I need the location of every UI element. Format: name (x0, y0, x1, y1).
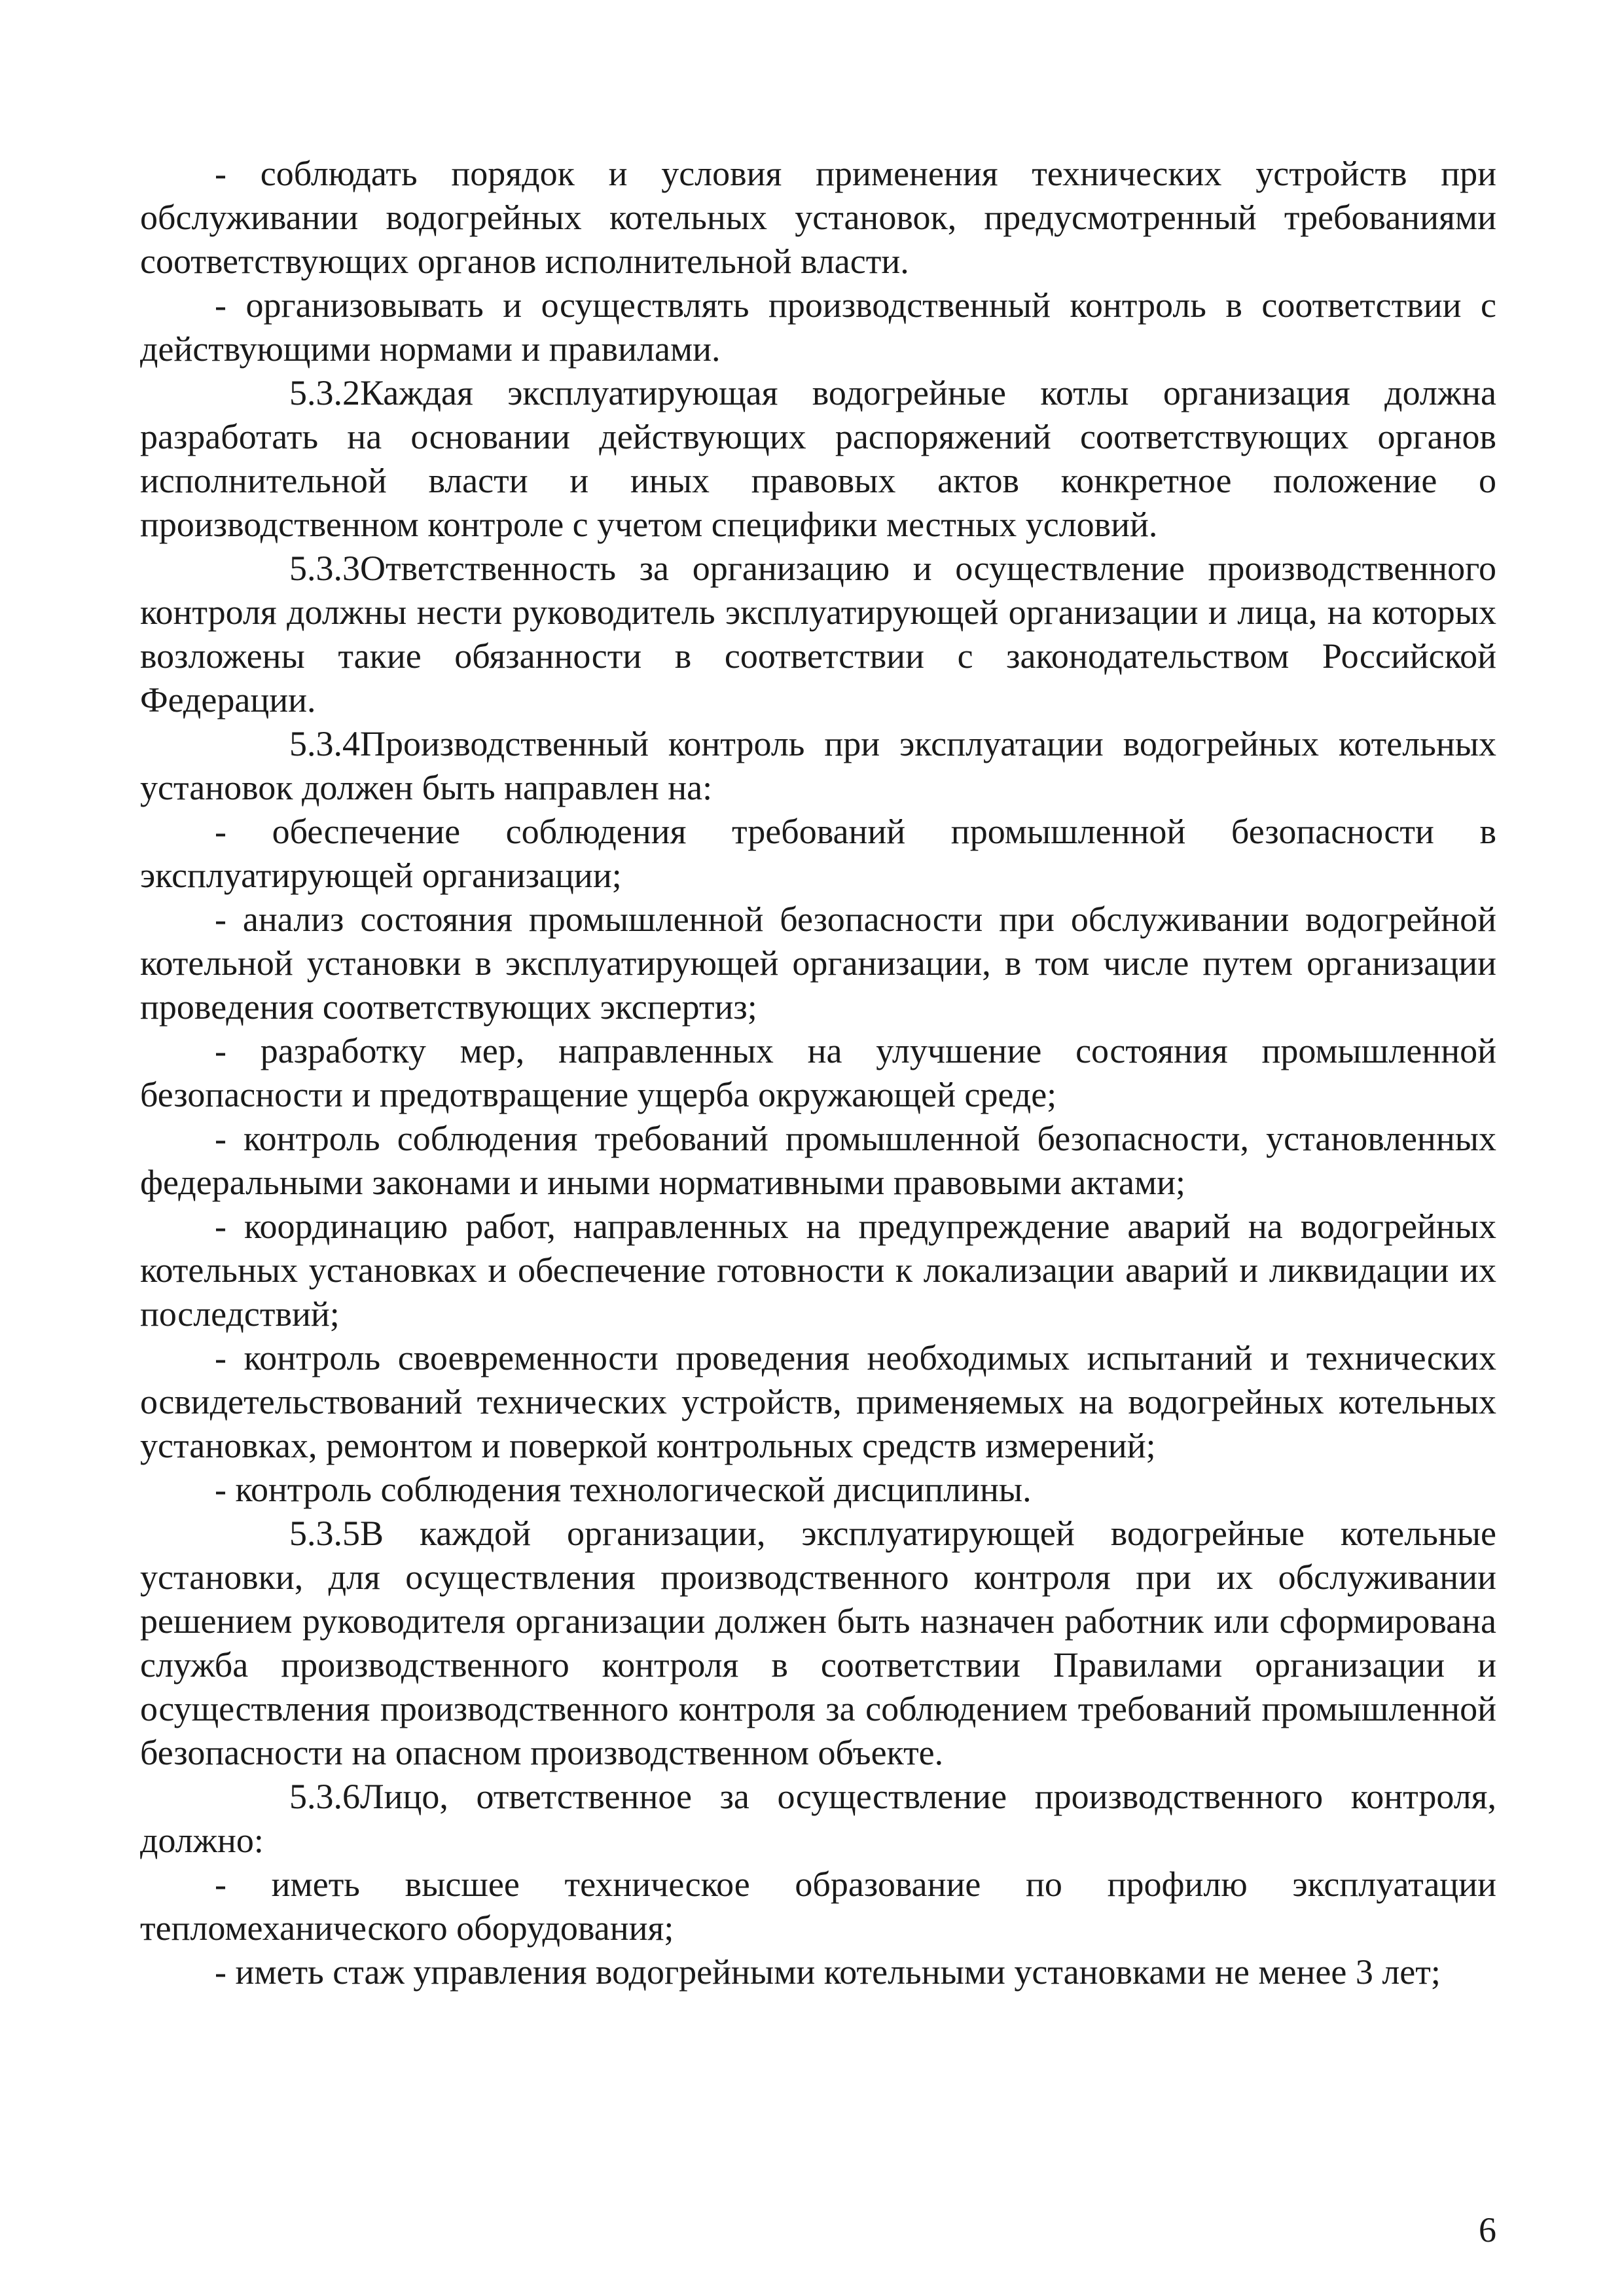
clause-number: 5.3.3 (289, 549, 360, 588)
list-item (140, 1029, 1496, 1117)
paragraph-text: - соблюдать порядок и условия применения технических устройств при обслуживании водогрейных котельных установок, предусмотренный требованиями соответствующих органов исполнительной власти. (140, 154, 1496, 281)
clause-5-3-4 (140, 722, 1496, 810)
paragraph-text: - координацию работ, направленных на предупреждение аварий на водогрейных котельных установках и обеспечение готовности к локализации аварий и ликвидации их последствий; (140, 1207, 1496, 1334)
paragraph-text: - разработку мер, направленных на улучшение состояния промышленной безопасности и предотвращение ущерба окружающей среде; (140, 1031, 1496, 1114)
paragraph (140, 283, 1496, 371)
paragraph-text: Каждая эксплуатирующая водогрейные котлы организация должна разработать на основании действующих распоряжений соответствующих органов исполнительной власти и иных правовых актов конкретное положение о производственном контроле с учетом специфики местных условий. (140, 373, 1496, 544)
list-item (140, 1950, 1496, 1994)
list-item (140, 1117, 1496, 1205)
document-body (140, 152, 1496, 1994)
paragraph-text: Лицо, ответственное за осуществление производственного контроля, должно: (140, 1777, 1496, 1860)
paragraph-text: - иметь стаж управления водогрейными котельными установками не менее 3 лет; (215, 1952, 1441, 1992)
list-item (140, 1336, 1496, 1468)
list-item (140, 1468, 1496, 1512)
clause-5-3-5 (140, 1512, 1496, 1775)
clause-number: 5.3.4 (289, 724, 360, 763)
clause-number: 5.3.6 (289, 1777, 360, 1816)
paragraph-text: В каждой организации, эксплуатирующей водогрейные котельные установки, для осуществления производственного контроля при их обслуживании решением руководителя организации должен быть назначен работник или сформирована служба производственного контроля в соответствии Правилами организации и осуществления производственного контроля за соблюдением требований промышленной безопасности на опасном производственном объекте. (140, 1514, 1496, 1772)
list-item (140, 898, 1496, 1029)
paragraph-text: - контроль своевременности проведения необходимых испытаний и технических освидетельствований технических устройств, применяемых на водогрейных котельных установках, ремонтом и поверкой контрольных средств измерений; (140, 1338, 1496, 1465)
paragraph-text: Производственный контроль при эксплуатации водогрейных котельных установок должен быть направлен на: (140, 724, 1496, 807)
clause-number: 5.3.2 (289, 373, 360, 412)
paragraph-text: - анализ состояния промышленной безопасности при обслуживании водогрейной котельной установки в эксплуатирующей организации, в том числе путем организации проведения соответствующих экспертиз; (140, 900, 1496, 1027)
clause-number: 5.3.5 (289, 1514, 360, 1553)
paragraph (140, 152, 1496, 283)
paragraph-text: - иметь высшее техническое образование по профилю эксплуатации тепломеханического оборудования; (140, 1865, 1496, 1948)
page-number: 6 (1479, 2210, 1496, 2250)
paragraph-text: - контроль соблюдения технологической дисциплины. (215, 1470, 1032, 1509)
clause-5-3-2 (140, 371, 1496, 547)
paragraph-text: - организовывать и осуществлять производственный контроль в соответствии с действующими нормами и правилами. (140, 285, 1496, 369)
paragraph-text: Ответственность за организацию и осуществление производственного контроля должны нести руководитель эксплуатирующей организации и лица, на которых возложены такие обязанности в соответствии с законодательством Российской Федерации. (140, 549, 1496, 720)
paragraph-text: - контроль соблюдения требований промышленной безопасности, установленных федеральными законами и иными нормативными правовыми актами; (140, 1119, 1496, 1202)
list-item (140, 1205, 1496, 1336)
list-item (140, 810, 1496, 898)
clause-5-3-3 (140, 547, 1496, 722)
paragraph-text: - обеспечение соблюдения требований промышленной безопасности в эксплуатирующей организации; (140, 812, 1496, 895)
list-item (140, 1863, 1496, 1950)
clause-5-3-6 (140, 1775, 1496, 1863)
